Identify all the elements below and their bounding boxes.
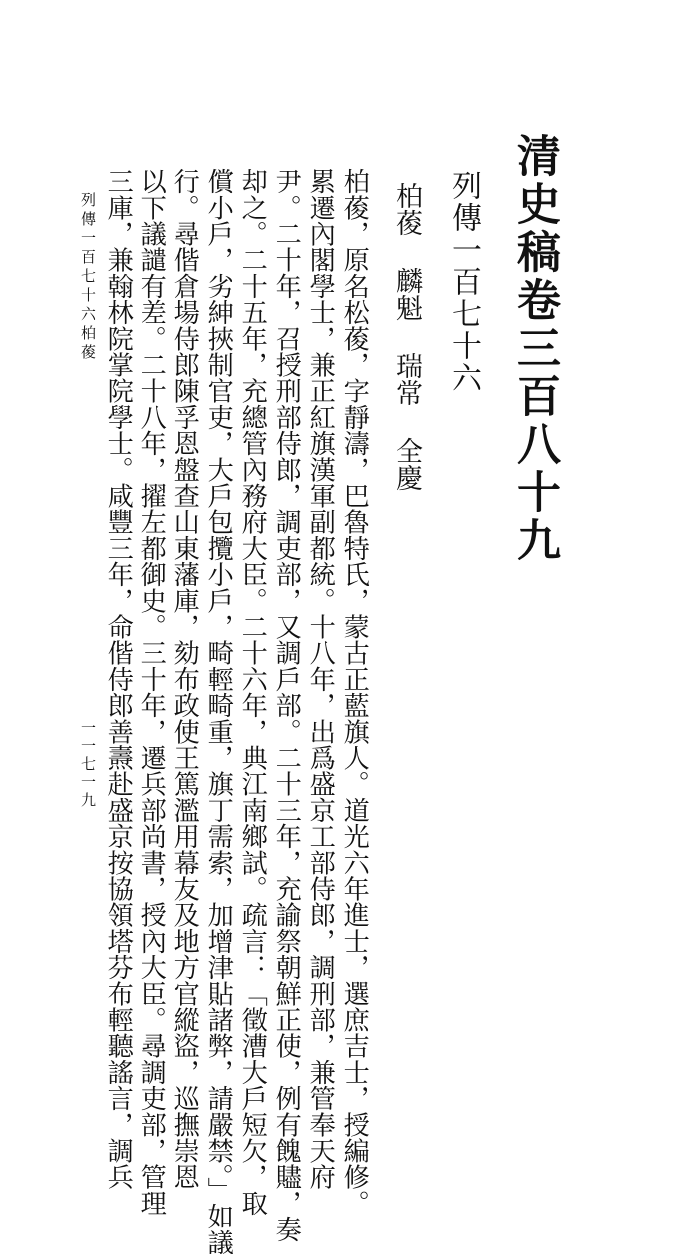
chapter-title: 列傳一百七十六 [446, 170, 481, 394]
subject-name: 麟魁 [391, 267, 422, 321]
subject-name: 全慶 [391, 437, 422, 491]
footer-section [80, 192, 95, 363]
body-column: 却之。二十五年，充總管內務府大臣。二十六年，典江南鄉試。疏言：「徵漕大戶短欠，取 [237, 168, 268, 1216]
footer-subject: 柏葰 [79, 325, 97, 363]
footer-section-label: 列傳一百七十六 [79, 192, 97, 325]
page-number: 一一七一九 [79, 720, 97, 810]
body-column: 償小戶，劣紳挾制官吏，大戶包攬小戶，畸輕畸重，旗丁需索，加增津貼諸弊，請嚴禁。」如議 [203, 168, 234, 1255]
book-title: 清史稿卷三百八十九 [509, 133, 560, 565]
body-column: 三庫，兼翰林院掌院學士。咸豐三年，命偕侍郎善燾赴盛京按協領塔芬布輕聽謠言，調兵 [103, 168, 134, 1190]
subject-list [393, 182, 420, 491]
body-column: 累遷內閣學士，兼正紅旗漢軍副都統。十八年，出爲盛京工部侍郎，調刑部，兼管奉天府 [305, 168, 336, 1190]
body-column: 柏葰，原名松葰，字靜濤，巴魯特氏，蒙古正藍旗人。道光六年進士，選庶吉士，授編修。 [339, 168, 370, 1216]
subject-name: 瑞常 [391, 352, 422, 406]
body-column: 行。尋偕倉場侍郎陳孚恩盤查山東藩庫，劾布政使王篤濫用幕友及地方官縱盜，巡撫崇恩 [169, 168, 200, 1190]
body-column: 以下議譴有差。二十八年，擢左都御史。三十年，遷兵部尚書，授內大臣。尋調吏部，管理 [136, 168, 167, 1216]
subject-name: 柏葰 [391, 182, 422, 236]
body-column: 尹。二十年，召授刑部侍郎，調吏部，又調戶部。二十三年，充諭祭朝鮮正使，例有餽贐，奏 [271, 168, 302, 1243]
